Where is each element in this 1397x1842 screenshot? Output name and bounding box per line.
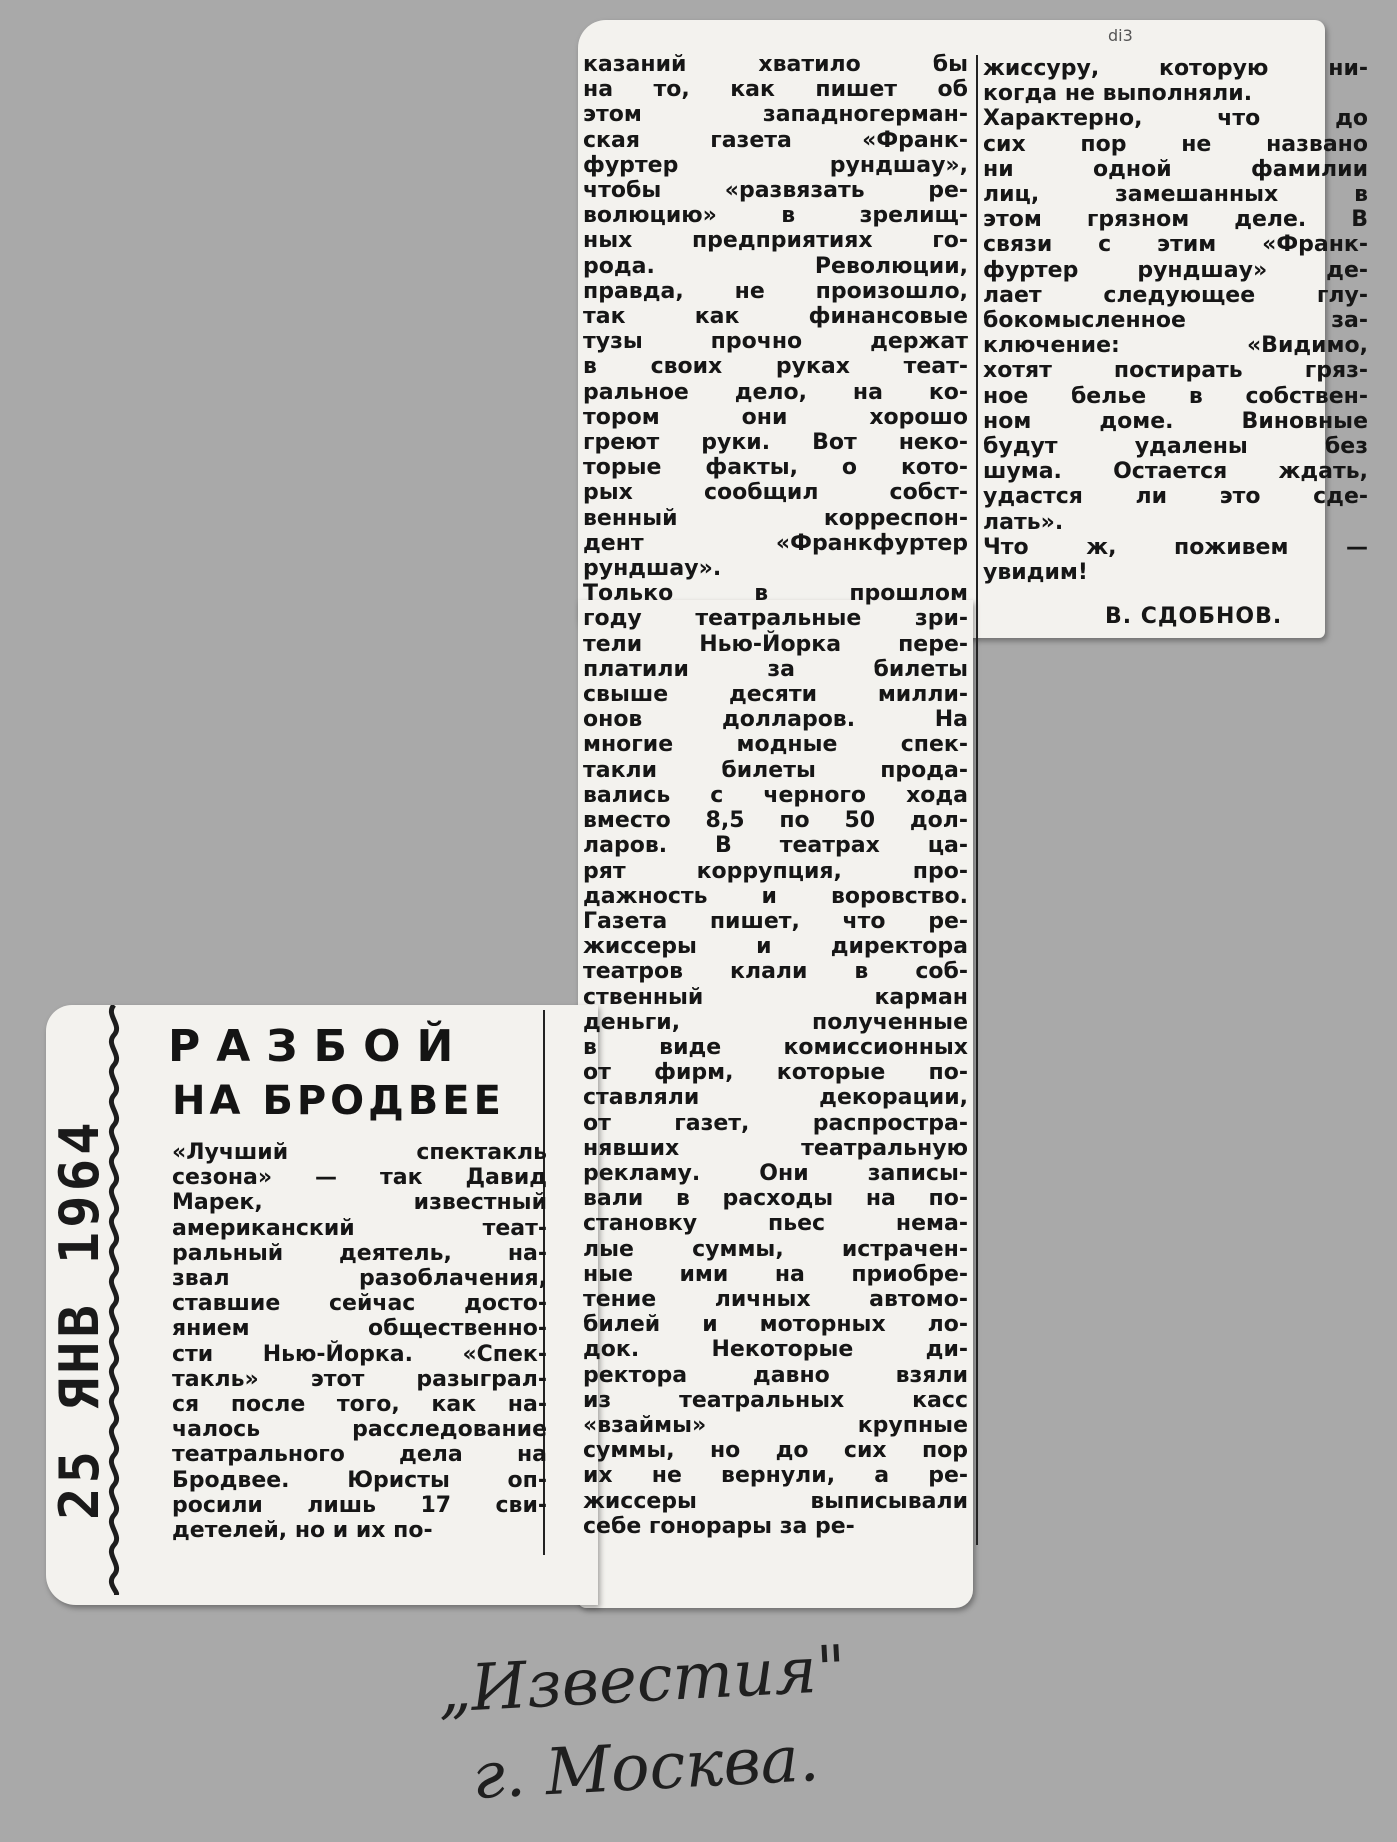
text-line: казаний хватило бы [583,52,968,77]
text-line: тузы прочно держат [583,329,968,355]
text-line: связи с этим «Франк- [983,232,1368,258]
text-line: онов долларов. На [583,707,968,733]
article-column-right [983,56,1368,585]
text-line: так как финансовые [583,304,968,330]
text-line: ларов. В театрах ца- [583,833,968,859]
text-line: чтобы «развязать ре- [583,178,968,204]
text-line: американский теат- [172,1215,547,1241]
text-line: «взаймы» крупные [583,1412,968,1438]
text-line: ставшие сейчас досто- [172,1291,547,1317]
text-line: ных предприятиях го- [583,228,968,254]
text-line: Характерно, что до [983,106,1368,132]
text-line: многие модные спек- [583,732,968,758]
text-line: сти Нью-Йорка. «Спек- [172,1341,547,1367]
text-line: нявших театральную [583,1135,968,1161]
text-line: этом грязном деле. В [983,207,1368,233]
text-line: из театральных касс [583,1387,968,1413]
text-line: ральное дело, на ко- [583,379,968,405]
text-line: ральный деятель, на- [172,1240,547,1266]
text-line: тором они хорошо [583,404,968,430]
text-line: рода. Революции, [583,253,968,279]
handwritten-note-line-2: г. Москва. [470,1721,821,1815]
headline-line-1: РАЗБОЙ [168,1021,470,1072]
text-line: чалось расследование [172,1417,547,1443]
text-line: жиссеры и директора [583,934,968,960]
text-line: греют руки. Вот неко- [583,430,968,456]
text-line: «Лучший спектакль [172,1140,547,1165]
text-line: росили лишь 17 сви- [172,1492,547,1518]
article-headline [168,1020,518,1128]
text-line: себе гонорары за ре- [583,1513,855,1539]
text-line: Только в прошлом [583,581,968,607]
handwritten-note-line-1: „Известия" [436,1632,848,1728]
text-line: когда не выполняли. [983,81,1253,107]
text-line: ключение: «Видимо, [983,333,1368,359]
text-line: волюцию» в зрелищ- [583,203,968,229]
text-line: правда, не произошло, [583,278,968,304]
text-line: билей и моторных ло- [583,1312,968,1338]
text-line: увидим! [983,560,1088,586]
text-line: театров клали в соб- [583,959,968,985]
text-line: ственный карман [583,984,968,1010]
text-line: ные ими на приобре- [583,1261,968,1287]
text-line: док. Некоторые ди- [583,1337,968,1363]
text-line: рят коррупция, про- [583,858,968,884]
text-line: суммы, но до сих пор [583,1438,968,1464]
text-line: Марек, известный [172,1190,547,1216]
text-line: тели Нью-Йорка пере- [583,631,968,657]
text-line: театрального дела на [172,1442,547,1468]
text-line: Газета пишет, что ре- [583,908,968,934]
text-line: вали в расходы на по- [583,1186,968,1212]
text-line: платили за билеты [583,656,968,682]
text-line: бокомысленное за- [983,308,1368,334]
text-line: ном доме. Виновные [983,408,1368,434]
text-line: хотят постирать гряз- [983,358,1368,384]
text-line: тение личных автомо- [583,1286,968,1312]
text-line: фуртер рундшау», [583,152,968,178]
text-line: в своих руках теат- [583,354,968,380]
text-line: ская газета «Франк- [583,127,968,153]
text-line: венный корреспон- [583,505,968,531]
text-line: детелей, но и их по- [172,1518,433,1544]
text-line: этом западногерман- [583,102,968,128]
text-line: на то, как пишет об [583,77,968,103]
text-line: жиссеры выписывали [583,1488,968,1514]
text-line: от фирм, которые по- [583,1060,968,1086]
text-line: их не вернули, а ре- [583,1463,968,1489]
text-line: сих пор не названо [983,131,1368,157]
text-line: лает следующее глу- [983,282,1368,308]
text-line: дент «Франкфуртер [583,530,968,556]
text-line: удастся ли это сде- [983,484,1368,510]
text-line: будут удалены без [983,434,1368,460]
text-line: становку пьес нема- [583,1211,968,1237]
author-signature: В. СДОБНОВ. [1105,604,1283,629]
article-column-middle [583,52,968,1539]
header-fragment: di3 [1108,26,1133,45]
column-rule-middle [976,55,978,1545]
text-line: такль» этот разыграл- [172,1366,547,1392]
text-line: рых сообщил собст- [583,480,968,506]
text-line: ставляли декорации, [583,1085,968,1111]
text-line: ся после того, как на- [172,1392,547,1418]
text-line: лиц, замешанных в [983,182,1368,208]
text-line: шума. Остается ждать, [983,459,1368,485]
text-line: дажность и воровство. [583,883,968,909]
text-line: ное белье в собствен- [983,383,1368,409]
text-line: году театральные зри- [583,606,968,632]
text-line: свыше десяти милли- [583,682,968,708]
text-line: в виде комиссионных [583,1034,968,1060]
text-line: фуртер рундшау» де- [983,257,1368,283]
article-column-left [172,1140,547,1543]
text-line: лать». [983,509,1064,535]
text-line: деньги, полученные [583,1009,968,1035]
text-line: ни одной фамилии [983,156,1368,182]
text-line: от газет, распростра- [583,1110,968,1136]
text-line: рундшау». [583,556,722,582]
text-line: ректора давно взяли [583,1362,968,1388]
headline-line-2: НА БРОДВЕЕ [172,1078,505,1124]
text-line: рекламу. Они записы- [583,1160,968,1186]
text-line: Бродвее. Юристы оп- [172,1467,547,1493]
text-line: лые суммы, истрачен- [583,1236,968,1262]
handwritten-note [436,1625,853,1822]
date-stamp: 25 ЯНВ 1964 [48,1118,111,1520]
text-line: торые факты, о кото- [583,455,968,481]
text-line: такли билеты прода- [583,757,968,783]
text-line: янием общественно- [172,1316,547,1342]
text-line: вались с черного хода [583,782,968,808]
text-line: звал разоблачения, [172,1266,547,1292]
text-line: сезона» — так Давид [172,1165,547,1191]
text-line: вместо 8,5 по 50 дол- [583,808,968,834]
text-line: жиссуру, которую ни- [983,56,1368,81]
text-line: Что ж, поживем — [983,534,1368,560]
